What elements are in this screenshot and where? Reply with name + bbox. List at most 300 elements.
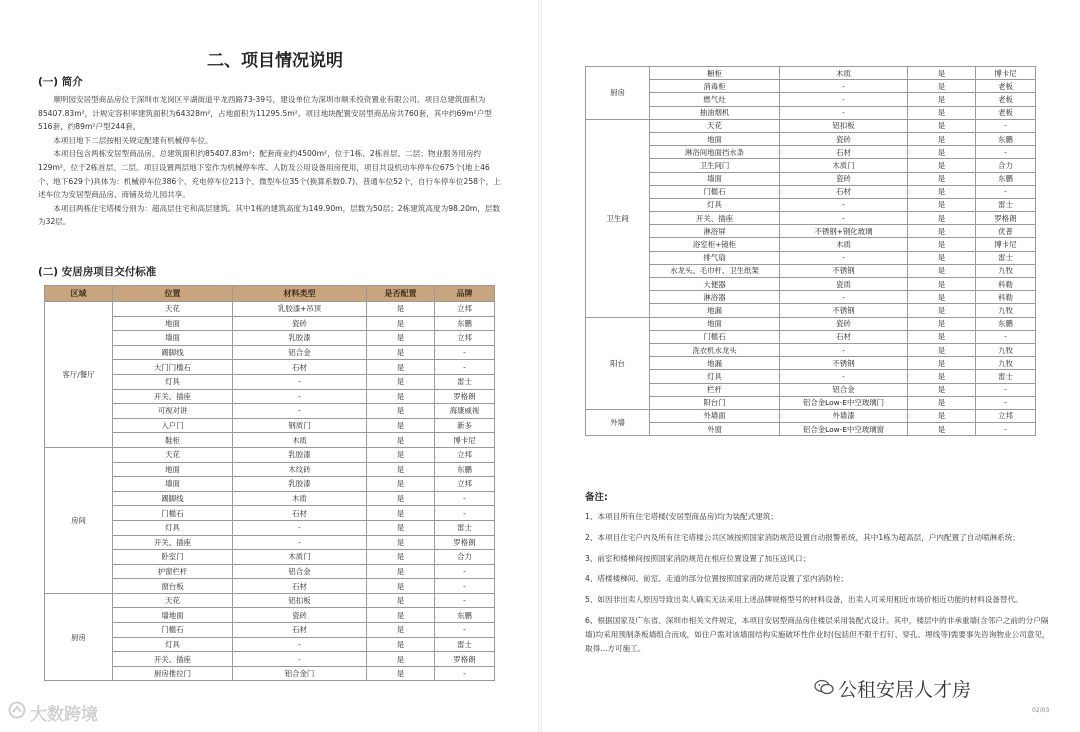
configured-cell: 是 bbox=[908, 409, 976, 422]
position-cell: 灯具 bbox=[650, 198, 780, 211]
table-row bbox=[586, 278, 1036, 291]
brand-cell: 罗格朗 bbox=[976, 212, 1036, 225]
table-row bbox=[586, 225, 1036, 238]
brand-cell: 博卡尼 bbox=[435, 433, 495, 448]
column-header-configured: 是否配置 bbox=[367, 286, 435, 302]
brand-cell: - bbox=[976, 383, 1036, 396]
material-cell: 木质 bbox=[780, 238, 908, 251]
configured-cell: 是 bbox=[367, 608, 435, 623]
configured-cell: 是 bbox=[367, 623, 435, 638]
column-header-area: 区域 bbox=[45, 286, 113, 302]
table-row bbox=[45, 389, 495, 404]
material-cell: 外墙漆 bbox=[780, 409, 908, 422]
table-row bbox=[45, 433, 495, 448]
configured-cell: 是 bbox=[908, 225, 976, 238]
intro-paragraph: 顺明园安居型商品房位于深圳市龙岗区平湖街道平龙西路73-39号，建设单位为深圳市顺禾投资置业有限公司。项目总建筑面积为85407.83m²，计规定容积率建筑面积为64328m²，占地面积为11295.5m²。项目地块配置安居型商品房共760套，其中约69m²户型516套，约89m²户型244套。 bbox=[38, 95, 492, 132]
brand-cell: 立邦 bbox=[435, 477, 495, 492]
position-cell: 地面 bbox=[650, 317, 780, 330]
table-row bbox=[45, 666, 495, 681]
configured-cell: 是 bbox=[367, 302, 435, 317]
table-row bbox=[586, 304, 1036, 317]
configured-cell: 是 bbox=[908, 185, 976, 198]
position-cell: 灯具 bbox=[113, 374, 233, 389]
table-row bbox=[586, 370, 1036, 383]
position-cell: 地面 bbox=[113, 316, 233, 331]
column-header-material: 材料类型 bbox=[233, 286, 367, 302]
table-row bbox=[586, 251, 1036, 264]
page-number: 02/03 bbox=[1032, 707, 1050, 714]
position-cell: 灯具 bbox=[113, 520, 233, 535]
position-cell: 门槛石 bbox=[650, 330, 780, 343]
brand-cell: - bbox=[435, 345, 495, 360]
configured-cell: 是 bbox=[908, 370, 976, 383]
note-item: 3、前室和楼梯间按照国家消防规范在相应位置设置了加压送风口； bbox=[585, 553, 811, 563]
area-cell: 厨房 bbox=[45, 593, 113, 681]
page-title: 二、项目情况说明 bbox=[207, 51, 343, 71]
position-cell: 地面 bbox=[113, 462, 233, 477]
position-cell: 灯具 bbox=[113, 637, 233, 652]
brand-cell: 老板 bbox=[976, 106, 1036, 119]
standards-heading: (二) 安居房项目交付标准 bbox=[38, 266, 157, 278]
table-row bbox=[45, 302, 495, 317]
configured-cell: 是 bbox=[908, 343, 976, 356]
position-cell: 踢脚线 bbox=[113, 491, 233, 506]
column-header-position: 位置 bbox=[113, 286, 233, 302]
position-cell: 墙面 bbox=[113, 331, 233, 346]
material-cell: 瓷砖 bbox=[233, 608, 367, 623]
table-row bbox=[586, 238, 1036, 251]
watermark-left-text: 大数跨境 bbox=[30, 705, 98, 725]
intro-paragraph: 本项目包含两栋安居型商品房，总建筑面积约85407.83m²；配套商业约4500m²，位于1栋、2栋首层、二层；物业服务用房约129m²，位于2栋首层、二层。项目设置两层地下室作为机械停车库、人防及公用设备用房使用，项目共设机动车停车位675个(地上46个、地下629个)具体为：机械停车位386个、充电停车位213个、微型车位35个(换算系数0.7)、普通车位52个，自行车停车位258个，上述车位为安居型商品房、商铺及幼儿园共享。 bbox=[38, 149, 501, 200]
table-row bbox=[45, 535, 495, 550]
position-cell: 护窗栏杆 bbox=[113, 564, 233, 579]
table-row bbox=[45, 506, 495, 521]
configured-cell: 是 bbox=[908, 278, 976, 291]
position-cell: 水龙头、毛巾杆、卫生纸架 bbox=[650, 264, 780, 277]
material-cell: 石材 bbox=[233, 623, 367, 638]
configured-cell: 是 bbox=[908, 317, 976, 330]
position-cell: 天花 bbox=[650, 119, 780, 132]
table-row bbox=[45, 491, 495, 506]
intro-paragraph: 本项目两栋住宅塔楼分别为：超高层住宅和高层建筑。其中1栋的建筑高度为149.90m，层数为50层；2栋建筑高度为98.20m，层数为32层。 bbox=[38, 203, 501, 227]
table-row bbox=[586, 93, 1036, 106]
brand-cell: 罗格朗 bbox=[435, 389, 495, 404]
material-cell: - bbox=[780, 198, 908, 211]
configured-cell: 是 bbox=[908, 106, 976, 119]
configured-cell: 是 bbox=[367, 389, 435, 404]
watermark-logo-icon bbox=[8, 701, 26, 724]
configured-cell: 是 bbox=[908, 396, 976, 409]
area-cell: 厨房 bbox=[586, 67, 650, 120]
table-row bbox=[45, 418, 495, 433]
material-cell: - bbox=[780, 370, 908, 383]
table-row bbox=[45, 593, 495, 608]
material-cell: 石材 bbox=[233, 360, 367, 375]
configured-cell: 是 bbox=[367, 331, 435, 346]
table-row bbox=[45, 637, 495, 652]
configured-cell: 是 bbox=[908, 159, 976, 172]
note-item: 2、本项目住宅户内及所有住宅塔楼公共区域按照国家消防规范设置自动报警系统，其中1栋为超高层，户内配置了自动喷淋系统； bbox=[585, 532, 1020, 542]
brand-cell: - bbox=[976, 423, 1036, 436]
configured-cell: 是 bbox=[367, 520, 435, 535]
notes-list bbox=[585, 510, 1050, 662]
brand-cell: 老板 bbox=[976, 93, 1036, 106]
table-row bbox=[45, 579, 495, 594]
configured-cell: 是 bbox=[908, 132, 976, 145]
material-cell: 铝合金 bbox=[780, 383, 908, 396]
material-cell: 木纹砖 bbox=[233, 462, 367, 477]
material-cell: 乳胶漆 bbox=[233, 447, 367, 462]
material-cell: - bbox=[233, 535, 367, 550]
configured-cell: 是 bbox=[367, 506, 435, 521]
table-row bbox=[586, 146, 1036, 159]
position-cell: 天花 bbox=[113, 593, 233, 608]
page-spine bbox=[538, 0, 542, 732]
position-cell: 鞋柜 bbox=[113, 433, 233, 448]
watermark-right bbox=[814, 675, 971, 702]
position-cell: 墙面 bbox=[650, 172, 780, 185]
material-cell: - bbox=[780, 343, 908, 356]
brand-cell: 立邦 bbox=[435, 447, 495, 462]
brand-cell: - bbox=[435, 666, 495, 681]
material-cell: - bbox=[233, 374, 367, 389]
configured-cell: 是 bbox=[367, 535, 435, 550]
brand-cell: - bbox=[435, 579, 495, 594]
area-cell: 客厅/餐厅 bbox=[45, 302, 113, 448]
brand-cell: 海康威视 bbox=[435, 404, 495, 419]
position-cell: 地面 bbox=[650, 132, 780, 145]
table-row bbox=[586, 396, 1036, 409]
material-cell: - bbox=[780, 106, 908, 119]
material-cell: 铝扣板 bbox=[233, 593, 367, 608]
configured-cell: 是 bbox=[367, 477, 435, 492]
position-cell: 门槛石 bbox=[113, 506, 233, 521]
brand-cell: 雷士 bbox=[976, 198, 1036, 211]
wechat-icon bbox=[814, 678, 834, 700]
material-cell: 乳胶漆 bbox=[233, 331, 367, 346]
table-row bbox=[586, 185, 1036, 198]
brand-cell: 博卡尼 bbox=[976, 67, 1036, 80]
position-cell: 开关、插座 bbox=[113, 652, 233, 667]
brand-cell: 立邦 bbox=[435, 331, 495, 346]
material-cell: 木质 bbox=[780, 67, 908, 80]
table-row bbox=[586, 212, 1036, 225]
brand-cell: - bbox=[435, 360, 495, 375]
note-item: 5、如因非出卖人原因导致出卖人确实无法采用上述品牌规格型号的材料设备，出卖人可采用相近市场价相近功能的材料设备替代。 bbox=[585, 595, 1023, 605]
brand-cell: 博卡尼 bbox=[976, 238, 1036, 251]
brand-cell: 合力 bbox=[976, 159, 1036, 172]
material-cell: - bbox=[233, 404, 367, 419]
brand-cell: 东鹏 bbox=[976, 132, 1036, 145]
brand-cell: 新多 bbox=[435, 418, 495, 433]
table-header-row bbox=[45, 286, 495, 302]
position-cell: 墙地面 bbox=[113, 608, 233, 623]
position-cell: 淋浴屏 bbox=[650, 225, 780, 238]
position-cell: 开关、插座 bbox=[650, 212, 780, 225]
configured-cell: 是 bbox=[367, 345, 435, 360]
table-row bbox=[45, 623, 495, 638]
table-row bbox=[45, 550, 495, 565]
position-cell: 天花 bbox=[113, 447, 233, 462]
brand-cell: 雷士 bbox=[435, 637, 495, 652]
material-cell: 石材 bbox=[780, 146, 908, 159]
table-row bbox=[586, 291, 1036, 304]
table-row bbox=[45, 608, 495, 623]
brand-cell: 东鹏 bbox=[976, 317, 1036, 330]
material-cell: 石材 bbox=[233, 506, 367, 521]
material-cell: 不锈钢 bbox=[780, 264, 908, 277]
table-row bbox=[45, 652, 495, 667]
material-cell: - bbox=[780, 212, 908, 225]
position-cell: 卧室门 bbox=[113, 550, 233, 565]
material-cell: 铝合金Low-E中空玻璃门 bbox=[780, 396, 908, 409]
material-cell: 铝合金 bbox=[233, 345, 367, 360]
configured-cell: 是 bbox=[908, 251, 976, 264]
brand-cell: 雷士 bbox=[435, 374, 495, 389]
position-cell: 浴室柜+镜柜 bbox=[650, 238, 780, 251]
configured-cell: 是 bbox=[908, 357, 976, 370]
standards-table bbox=[44, 285, 495, 681]
brand-cell: - bbox=[435, 491, 495, 506]
position-cell: 淋浴器 bbox=[650, 291, 780, 304]
material-cell: - bbox=[233, 637, 367, 652]
material-cell: 木质 bbox=[233, 433, 367, 448]
configured-cell: 是 bbox=[908, 330, 976, 343]
configured-cell: 是 bbox=[908, 383, 976, 396]
position-cell: 外窗 bbox=[650, 423, 780, 436]
table-row bbox=[586, 106, 1036, 119]
position-cell: 窗台板 bbox=[113, 579, 233, 594]
note-item: 6、根据国家及广东省、深圳市相关文件规定，本项目安居型商品房住楼层采用装配式设计。其中，楼层中的非承重墙(含邻户之前的分户隔墙)均采用预制条板墙组合而成，如住户需对该墙面结构实施破坏性作业时(包括但不限于打钉、穿孔、埋线等)需要事先咨询物业公司意见，取得...方可施工。 bbox=[585, 615, 1050, 653]
position-cell: 地漏 bbox=[650, 357, 780, 370]
configured-cell: 是 bbox=[908, 172, 976, 185]
table-row bbox=[586, 343, 1036, 356]
configured-cell: 是 bbox=[908, 304, 976, 317]
watermark-right-text: 公租安居人才房 bbox=[838, 679, 972, 701]
configured-cell: 是 bbox=[367, 593, 435, 608]
table-row bbox=[586, 159, 1036, 172]
position-cell: 排气扇 bbox=[650, 251, 780, 264]
position-cell: 大门门槛石 bbox=[113, 360, 233, 375]
position-cell: 栏杆 bbox=[650, 383, 780, 396]
configured-cell: 是 bbox=[367, 491, 435, 506]
table-row bbox=[45, 477, 495, 492]
configured-cell: 是 bbox=[908, 198, 976, 211]
configured-cell: 是 bbox=[908, 291, 976, 304]
position-cell: 淋浴间地面挡水条 bbox=[650, 146, 780, 159]
table-row bbox=[586, 317, 1036, 330]
brand-cell: - bbox=[976, 146, 1036, 159]
position-cell: 抽油烟机 bbox=[650, 106, 780, 119]
material-cell: - bbox=[233, 389, 367, 404]
material-cell: 不锈钢 bbox=[780, 357, 908, 370]
brand-cell: - bbox=[435, 506, 495, 521]
brand-cell: - bbox=[976, 185, 1036, 198]
material-cell: 石材 bbox=[780, 185, 908, 198]
table-row bbox=[586, 67, 1036, 80]
material-cell: - bbox=[233, 520, 367, 535]
material-cell: 瓷砖 bbox=[780, 132, 908, 145]
configured-cell: 是 bbox=[367, 404, 435, 419]
material-cell: 瓷质 bbox=[780, 278, 908, 291]
column-header-brand: 品牌 bbox=[435, 286, 495, 302]
table-row bbox=[586, 132, 1036, 145]
table-row bbox=[45, 447, 495, 462]
note-item: 1、本项目所有住宅塔楼(安居型商品房)均为装配式建筑； bbox=[585, 512, 779, 521]
brand-cell: 科勒 bbox=[976, 291, 1036, 304]
table-row bbox=[586, 409, 1036, 422]
position-cell: 踢脚线 bbox=[113, 345, 233, 360]
configured-cell: 是 bbox=[367, 637, 435, 652]
position-cell: 阳台门 bbox=[650, 396, 780, 409]
material-cell: - bbox=[233, 652, 367, 667]
table-row bbox=[45, 462, 495, 477]
material-cell: 瓷砖 bbox=[233, 316, 367, 331]
position-cell: 门槛石 bbox=[650, 185, 780, 198]
brand-cell: 科勒 bbox=[976, 278, 1036, 291]
position-cell: 卫生间门 bbox=[650, 159, 780, 172]
brand-cell: - bbox=[435, 623, 495, 638]
configured-cell: 是 bbox=[367, 433, 435, 448]
configured-cell: 是 bbox=[908, 423, 976, 436]
table-row bbox=[45, 331, 495, 346]
table-row bbox=[586, 119, 1036, 132]
material-cell: 不锈钢+钢化玻璃 bbox=[780, 225, 908, 238]
table-row bbox=[45, 404, 495, 419]
area-cell: 房间 bbox=[45, 447, 113, 593]
configured-cell: 是 bbox=[367, 316, 435, 331]
position-cell: 天花 bbox=[113, 302, 233, 317]
material-cell: 铝合金 bbox=[233, 564, 367, 579]
table-row bbox=[586, 357, 1036, 370]
table-row bbox=[586, 80, 1036, 93]
configured-cell: 是 bbox=[367, 579, 435, 594]
material-cell: 石材 bbox=[780, 330, 908, 343]
configured-cell: 是 bbox=[908, 264, 976, 277]
table-row bbox=[586, 198, 1036, 211]
position-cell: 灯具 bbox=[650, 370, 780, 383]
configured-cell: 是 bbox=[367, 652, 435, 667]
table-row bbox=[45, 360, 495, 375]
position-cell: 外墙面 bbox=[650, 409, 780, 422]
configured-cell: 是 bbox=[367, 447, 435, 462]
material-cell: - bbox=[780, 80, 908, 93]
brand-cell: 罗格朗 bbox=[435, 652, 495, 667]
table-row bbox=[45, 520, 495, 535]
material-cell: 乳胶漆 bbox=[233, 477, 367, 492]
material-cell: 木质 bbox=[233, 491, 367, 506]
material-cell: 木质门 bbox=[233, 550, 367, 565]
notes-heading: 备注: bbox=[585, 492, 608, 503]
position-cell: 橱柜 bbox=[650, 67, 780, 80]
configured-cell: 是 bbox=[367, 374, 435, 389]
configured-cell: 是 bbox=[908, 146, 976, 159]
material-cell: - bbox=[780, 291, 908, 304]
configured-cell: 是 bbox=[367, 462, 435, 477]
brand-cell: 九牧 bbox=[976, 264, 1036, 277]
watermark-left bbox=[8, 700, 98, 725]
material-cell: 钢质门 bbox=[233, 418, 367, 433]
material-cell: - bbox=[780, 251, 908, 264]
material-cell: - bbox=[780, 93, 908, 106]
standards-table-continued bbox=[585, 66, 1036, 436]
position-cell: 洗衣机水龙头 bbox=[650, 343, 780, 356]
brand-cell: 立邦 bbox=[435, 302, 495, 317]
intro-text bbox=[38, 93, 503, 229]
material-cell: 瓷砖 bbox=[780, 317, 908, 330]
table-row bbox=[45, 564, 495, 579]
configured-cell: 是 bbox=[908, 80, 976, 93]
brand-cell: 东鹏 bbox=[435, 316, 495, 331]
position-cell: 厨房推拉门 bbox=[113, 666, 233, 681]
position-cell: 开关、插座 bbox=[113, 535, 233, 550]
area-cell: 外墙 bbox=[586, 409, 650, 435]
brand-cell: 东鹏 bbox=[435, 462, 495, 477]
table-row bbox=[586, 330, 1036, 343]
position-cell: 开关、插座 bbox=[113, 389, 233, 404]
configured-cell: 是 bbox=[908, 67, 976, 80]
brand-cell: 合力 bbox=[435, 550, 495, 565]
brand-cell: 九牧 bbox=[976, 343, 1036, 356]
table-row bbox=[45, 345, 495, 360]
brand-cell: - bbox=[435, 593, 495, 608]
configured-cell: 是 bbox=[908, 93, 976, 106]
note-item: 4、塔楼楼梯间、前室、走道的部分位置按照国家消防规范设置了室内消防栓； bbox=[585, 574, 849, 584]
area-cell: 阳台 bbox=[586, 317, 650, 409]
configured-cell: 是 bbox=[367, 666, 435, 681]
intro-paragraph: 本项目地下二层按相关规定配建有机械停车位。 bbox=[53, 135, 213, 145]
material-cell: 瓷砖 bbox=[780, 172, 908, 185]
brand-cell: - bbox=[976, 330, 1036, 343]
position-cell: 大便器 bbox=[650, 278, 780, 291]
brand-cell: 罗格朗 bbox=[435, 535, 495, 550]
configured-cell: 是 bbox=[367, 360, 435, 375]
position-cell: 门槛石 bbox=[113, 623, 233, 638]
brand-cell: 雷士 bbox=[976, 251, 1036, 264]
brand-cell: 九牧 bbox=[976, 357, 1036, 370]
brand-cell: 老板 bbox=[976, 80, 1036, 93]
position-cell: 燃气灶 bbox=[650, 93, 780, 106]
brand-cell: - bbox=[976, 396, 1036, 409]
brand-cell: 优普 bbox=[976, 225, 1036, 238]
material-cell: 乳胶漆+吊顶 bbox=[233, 302, 367, 317]
position-cell: 地漏 bbox=[650, 304, 780, 317]
brand-cell: 九牧 bbox=[976, 304, 1036, 317]
brand-cell: 东鹏 bbox=[976, 172, 1036, 185]
table-row bbox=[586, 172, 1036, 185]
table-row bbox=[45, 316, 495, 331]
brand-cell: - bbox=[435, 564, 495, 579]
position-cell: 墙面 bbox=[113, 477, 233, 492]
brand-cell: 雷士 bbox=[435, 520, 495, 535]
material-cell: 铝合金门 bbox=[233, 666, 367, 681]
configured-cell: 是 bbox=[908, 119, 976, 132]
position-cell: 消毒柜 bbox=[650, 80, 780, 93]
brand-cell: - bbox=[976, 119, 1036, 132]
configured-cell: 是 bbox=[367, 418, 435, 433]
brand-cell: 东鹏 bbox=[435, 608, 495, 623]
configured-cell: 是 bbox=[908, 212, 976, 225]
table-row bbox=[586, 264, 1036, 277]
material-cell: 木质门 bbox=[780, 159, 908, 172]
material-cell: 铝合金Low-E中空玻璃窗 bbox=[780, 423, 908, 436]
intro-heading: (一) 简介 bbox=[38, 76, 83, 88]
brand-cell: 立邦 bbox=[976, 409, 1036, 422]
configured-cell: 是 bbox=[367, 550, 435, 565]
area-cell: 卫生间 bbox=[586, 119, 650, 317]
table-row bbox=[586, 423, 1036, 436]
material-cell: 石材 bbox=[233, 579, 367, 594]
